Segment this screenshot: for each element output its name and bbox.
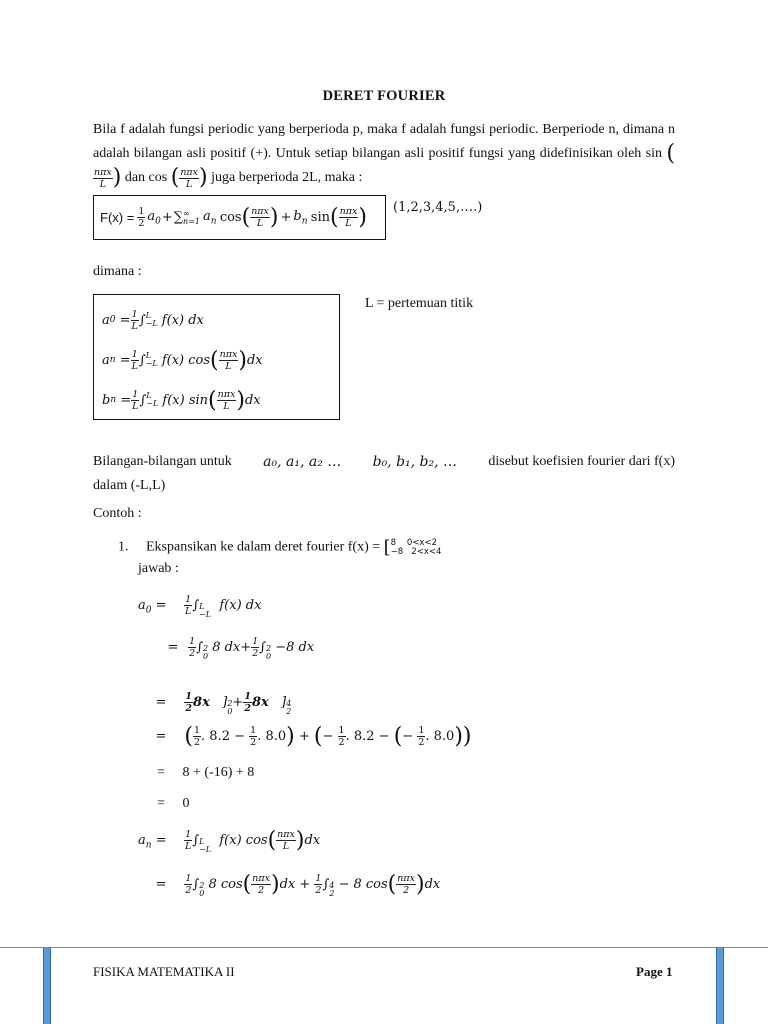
fourier-series-formula-box: F(x) = $\frac{1}{2}$ $a_0$ + ∑ ∞ n=1 $a_n$ cos ( $\frac{\text{nπx}}{L}$ ) + $b_n$ sin ( $\frac{\text{nπx}}{L}$ ) bbox=[93, 195, 386, 240]
solution-step-an-1: = $\frac{1}{2}$ ∫ 2 0 8 cos( $\frac{\text{nπx}}{2}$ )dx + $\frac{1}{2}$ ∫ 4 2 − 8 cos( $\frac{\text{nπx}}{2}$ )dx bbox=[155, 872, 441, 898]
jawab-label: jawab : bbox=[138, 561, 179, 576]
koef-suffix: disebut koefisien fourier dari f(x) bbox=[488, 454, 675, 469]
page-number: Page 1 bbox=[636, 964, 673, 979]
sum-symbol: ∑ bbox=[173, 210, 184, 225]
footer-left-bar bbox=[43, 947, 51, 1024]
intro-text-1: Bila f adalah fungsi periodic yang berperioda p, maka f adalah fungsi periodic. Berperiode n, dimana n adalah bilangan asli positif (+). Untuk setiap bilangan asli positif fungsi yang didefinisikan oleh sin bbox=[93, 122, 675, 162]
L-note: L = pertemuan titik bbox=[365, 296, 474, 311]
intro-paragraph: Bila f adalah fungsi periodic yang berperioda p, maka f adalah fungsi periodic. Berperiode n, dimana n adalah bilangan asli positif (+). Untuk setiap bilangan asli positif fungsi yang didefinisikan oleh sin ( $\frac{\text{nπx}}{L}$ ) dan cos ( $\frac{\text{nπx}}{L}$ ) juga berperioda 2L, maka : bbox=[93, 122, 676, 191]
piecewise-function: 8 0<x<2 −8 2<x<4 bbox=[390, 537, 442, 557]
an-formula: a n = $\frac{1}{L}$ ∫ L −L f(x) cos ( $\frac{\text{nπx}}{L}$ ) dx bbox=[102, 347, 263, 373]
bn-formula: b n = $\frac{1}{L}$ ∫ L −L f(x) sin ( $\frac{\text{nπx}}{L}$ ) dx bbox=[102, 387, 261, 413]
dimana-label: dimana : bbox=[93, 264, 142, 279]
example-number: 1. bbox=[118, 539, 129, 555]
example-1: 1. Ekspansikan ke dalam deret fourier f(x) = [8 0<x<2 −8 2<x<4 bbox=[118, 537, 442, 558]
intro-text-2: dan cos bbox=[124, 170, 168, 186]
solution-step-4: = 8 + (-16) + 8 bbox=[157, 765, 255, 780]
document-title: DERET FOURIER bbox=[322, 88, 446, 104]
solution-step-5: = 0 bbox=[157, 796, 190, 811]
a-coefficient-list: a₀, a₁, a₂ … bbox=[263, 454, 342, 470]
coefficients-description bbox=[93, 450, 675, 498]
footer-right-bar bbox=[716, 947, 724, 1024]
b-coefficient-list: b₀, b₁, b₂, … bbox=[372, 454, 458, 470]
footer-rule bbox=[0, 947, 768, 948]
a0-formula: a 0 = $\frac{1}{L}$ ∫ L −L f(x) dx bbox=[102, 308, 204, 332]
solution-step-1: = $\frac{1}{2}$ ∫ 2 0 8 dx+ $\frac{1}{2}$ ∫ 2 0 −8 dx bbox=[167, 636, 315, 661]
series-term-a0: a bbox=[147, 208, 156, 224]
koef-label: Bilangan-bilangan untuk bbox=[93, 454, 232, 469]
intro-text-3: juga berperioda 2L, maka : bbox=[211, 170, 363, 186]
solution-step-an-def: $a_n$ = $\frac{1}{L}$ ∫ L −L f(x) cos( $\frac{\text{nπx}}{L}$ )dx bbox=[138, 828, 321, 854]
solution-step-3: = ( $\frac{1}{2}$ . 8.2 − $\frac{1}{2}$ . 8.0) + (− $\frac{1}{2}$ . 8.2 − (− $\frac{1}{2}$ . 8.0)) bbox=[155, 724, 472, 749]
series-lhs: F(x) = bbox=[100, 210, 135, 225]
solution-step-a0-def: $a_0$ = $\frac{1}{L}$ ∫ L −L f(x) dx bbox=[138, 594, 262, 619]
footer-title: FISIKA MATEMATIKA II bbox=[93, 964, 235, 979]
koef-line-2: dalam (-L,L) bbox=[93, 478, 166, 493]
contoh-label: Contoh : bbox=[93, 506, 142, 521]
example-text: Ekspansikan ke dalam deret fourier f(x) = bbox=[146, 539, 381, 555]
index-sequence-note: (1,2,3,4,5,….) bbox=[393, 200, 483, 215]
coefficients-formula-box bbox=[93, 294, 340, 420]
solution-step-2: = $\frac{1}{2}$ 8x ] 2 0 + $\frac{1}{2}$ 8x ] 4 2 bbox=[155, 691, 292, 716]
